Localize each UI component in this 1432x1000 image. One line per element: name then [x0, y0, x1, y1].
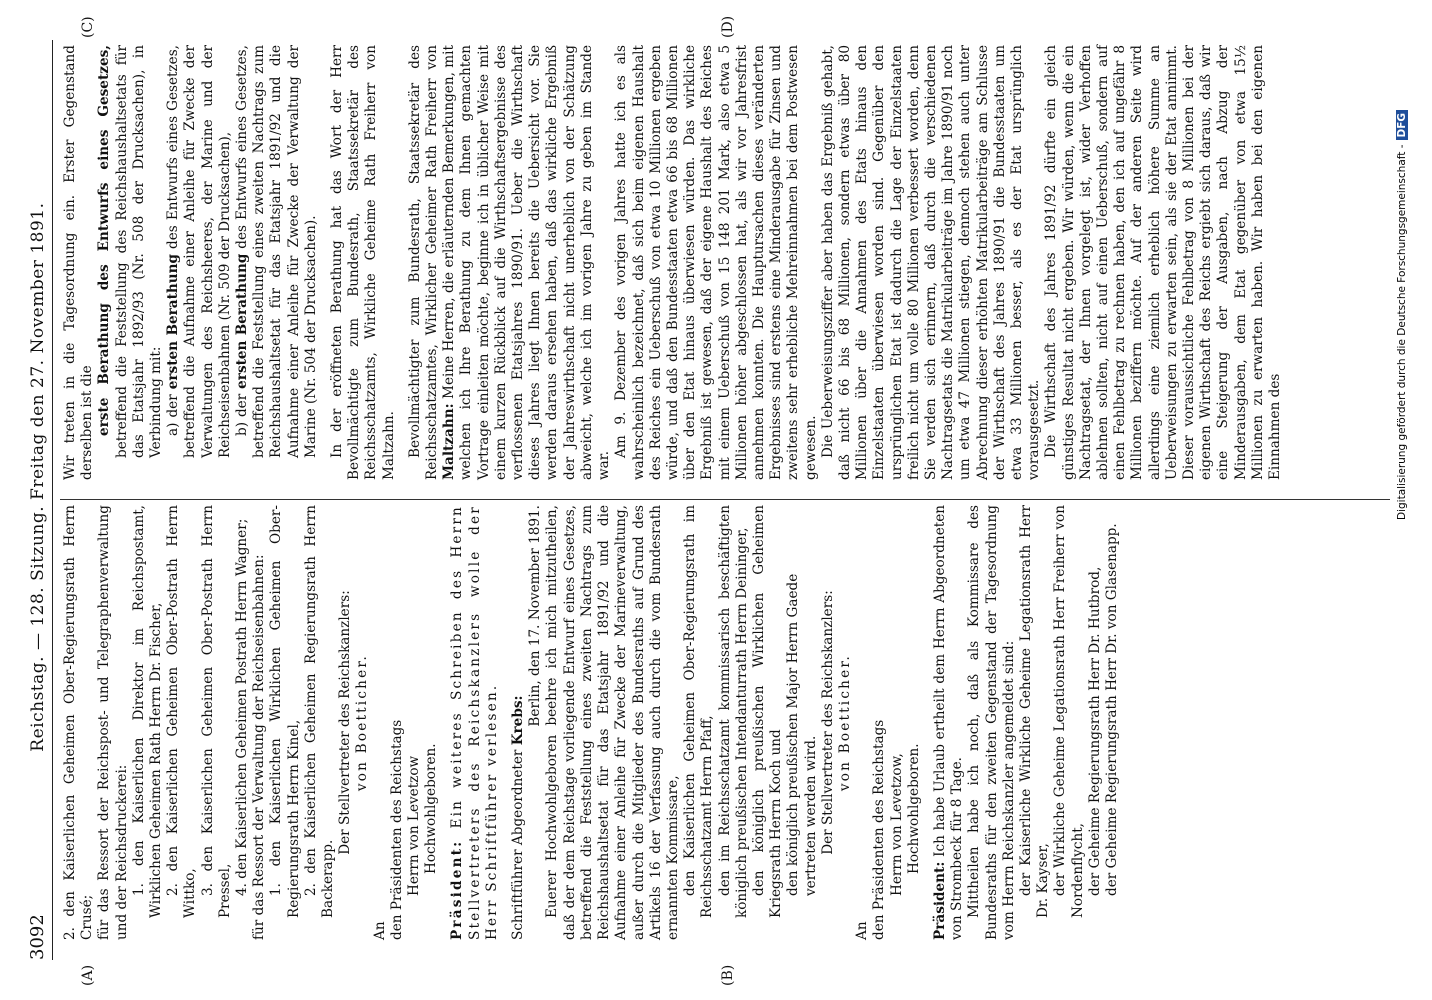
left-paragraph: Euerer Hochwohlgeboren beehre ich mich mitzutheilen, daß der dem Reichstage vorliegende Entwurf eines Gesetzes, betreffend die Feststellung eines zweiten Nachtrags zum Reichshaushaltsetat für das Etatsjahr 1891/92 und die Aufnahme einer Anleihe für Zwecke der Marineverwaltung, außer durch die Mitglieder des Bundesraths auf Grund des Artikels 16 der Verfassung auch durch die vom Bundesrath ernannten Kommissare,	[544, 505, 681, 940]
left-paragraph: Herrn von Levetzow,	[888, 753, 905, 896]
left-paragraph: von Boetticher.	[354, 653, 371, 792]
left-paragraph	[501, 505, 510, 940]
left-paragraph: Berlin, den 17. November 1891.	[527, 505, 544, 727]
left-paragraph: 2. den Kaiserlichen Geheimen Ober-Regierungsrath Herrn Crusé;	[62, 505, 96, 940]
margin-marker-d: (D)	[720, 15, 736, 38]
bold-lead-in: erste Berathung des Entwurfs eines Gesetzes,	[96, 45, 113, 436]
left-paragraph: Schriftführer Abgeordneter Krebs:	[510, 695, 527, 940]
margin-marker-c: (C)	[80, 16, 96, 38]
left-paragraph: 2. den Kaiserlichen Geheimen Ober-Postrath Herrn Wittko,	[165, 505, 199, 918]
left-paragraph: Hochwohlgeboren.	[905, 743, 922, 874]
column-divider	[60, 499, 1390, 500]
left-paragraph: Mittheilen habe ich noch, daß als Kommissare des Bundesraths für den zweiten Gegenstand der Tagesordnung vom Herrn Reichskanzler angemeldet sind:	[966, 505, 1017, 940]
page-number: 3092	[27, 914, 48, 960]
left-paragraph: für das Ressort der Verwaltung der Reichseisenbahnen:	[251, 554, 268, 940]
credit-text: Digitalisierung gefördert durch die Deutsche Forschungsgemeinschaft -	[1396, 144, 1408, 520]
margin-marker-b: (B)	[720, 964, 736, 986]
left-paragraph: Präsident: Ich habe Urlaub ertheilt dem Herrn Abgeordneten von Strombeck für 8 Tage.	[931, 505, 966, 940]
left-paragraph: der Kaiserliche Wirkliche Geheime Legationsrath Herr Dr. Kayser,	[1017, 505, 1052, 918]
bold-lead-in: Präsident:	[931, 861, 948, 940]
left-paragraph: vertreten werden wird.	[802, 735, 819, 896]
left-paragraph	[923, 505, 932, 940]
left-paragraph: der Geheime Regierungsrath Herr Dr. von Glasenapp.	[1103, 523, 1120, 896]
left-column	[62, 505, 1121, 940]
left-paragraph: 1. den Kaiserlichen Wirklichen Geheimen Ober-Regierungsrath Herrn Kinel,	[268, 505, 302, 918]
left-paragraph: 1. den Kaiserlichen Direktor im Reichspostamt, Wirklichen Geheimen Rath Herrn Dr. Fischer,	[130, 505, 165, 918]
left-paragraph: Der Stellvertreter des Reichskanzlers:	[819, 590, 836, 855]
right-paragraph: Bevollmächtigter zum Bundesrath, Staatssekretär des Reichsschatzamtes, Wirklicher Geheimer Rath Freiherr von Maltzahn: Meine Herren, die erläuternden Bemerkungen, mit welchen ich Ihre Berathung zu dem Ihnen gemachten Vortrage einleiten möchte, beginne ich in üblicher Weise mit einem kurzen Rückblick auf die Wirthschaftsergebnisse des verflossenen Etatsjahres 1890/91. Ueber die Wirthschaft dieses Jahres liegt Ihnen bereits die Uebersicht vor. Sie werden daraus ersehen haben, daß das wirkliche Ergebniß der Jahreswirthschaft nicht unerheblich von der Schätzung abweicht, welche ich im vorigen Jahre zu geben im Stande war.	[406, 45, 613, 480]
left-paragraph: den königlich preußischen Wirklichen Geheimen Kriegsrath Herrn Koch und	[750, 505, 785, 918]
left-paragraph: der Wirkliche Geheime Legationsrath Herr Freiherr von Nordenflycht,	[1052, 505, 1086, 918]
left-paragraph: der Geheime Regierungsrath Herr Dr. Hutbrod,	[1086, 566, 1103, 896]
left-paragraph: Hochwohlgeboren.	[423, 743, 440, 874]
left-paragraph: von Boetticher.	[836, 653, 853, 792]
bold-lead-in: ersten Berathung	[234, 253, 251, 389]
bold-lead-in: Maltzahn:	[441, 403, 458, 480]
dfg-logo: DFG	[1396, 110, 1408, 141]
right-paragraph: a) der ersten Berathung des Entwurfs eines Gesetzes, betreffend die Aufnahme einer Anleihe für Zwecke der Verwaltungen des Reichsheeres, der Marine und der Reichseisenbahnen (Nr. 509 der Drucksachen),	[165, 45, 233, 458]
left-paragraph: Herrn von Levetzow	[406, 755, 423, 896]
right-paragraph: Die Wirthschaft des Jahres 1891/92 dürfte ein gleich günstiges Resultat nicht ergeben. Wir würden, wenn die ein Nachtragsetat, der Ihnen vorgelegt ist, wider Verhoffen ablehnen sollten, nicht auf einen Ueberschuß, sondern auf einen Fehlbetrag zu rechnen haben, den ich auf ungefähr 8 Millionen beziffern möchte. Auf der anderen Seite wird allerdings eine ziemlich erheblich höhere Summe an Ueberweisungen zu erwarten sein, als sie der Etat annimmt. Dieser voraussichtliche Fehlbetrag von 8 Millionen bei der eigenen Wirthschaft des Reichs ergiebt sich daraus, daß wir eine Steigerung der Ausgaben, nach Abzug der Minderausgaben, dem Etat gegenüber von etwa 15½ Millionen zu erwarten haben. Wir haben bei den eigenen Einnahmen des	[1043, 45, 1284, 480]
bold-lead-in: Präsident:	[449, 839, 466, 940]
right-paragraph: b) der ersten Berathung des Entwurfs eines Gesetzes, betreffend die Feststellung eines zweiten Nachtrags zum Reichshaushaltsetat für das Etatsjahr 1891/92 und die Aufnahme einer Anleihe für Zwecke der Verwaltung der Marine (Nr. 504 der Drucksachen).	[234, 45, 319, 458]
left-paragraph: 2. den Kaiserlichen Geheimen Regierungsrath Herrn Backerapp.	[302, 505, 337, 918]
left-paragraph: An	[371, 921, 388, 940]
right-paragraph: erste Berathung des Entwurfs eines Gesetzes, betreffend die Feststellung des Reichshaushaltsetats für das Etatsjahr 1892/93 (Nr. 508 der Drucksachen), in Verbindung mit:	[96, 45, 165, 458]
right-paragraph: Am 9. Dezember des vorigen Jahres hatte ich es als wahrscheinlich bezeichnet, daß sich beim eigenen Haushalt des Reiches ein Ueberschuß von etwa 10 Millionen ergeben würde, und daß den Bundesstaaten etwa 66 bis 68 Millionen über den Etat hinaus überwiesen würden. Das wirkliche Ergebniß ist gewesen, daß der eigene Haushalt des Reiches mit einem Ueberschuß von 15 148 201 Mark, also etwa 5 Millionen höher abgeschlossen hat, als wir vor Jahresfrist annehmen konnten. Die Hauptursachen dieses veränderten Ergebnisses sind erstens eine Minderausgabe für Zinsen und zweitens sehr erhebliche Mehreinnahmen bei dem Postwesen gewesen.	[613, 45, 819, 480]
right-paragraph: Wir treten in die Tagesordnung ein. Erster Gegenstand derselben ist die	[62, 45, 96, 480]
right-paragraph	[320, 45, 329, 480]
left-paragraph: 4. den Kaiserlichen Geheimen Postrath Herrn Wagner;	[234, 518, 251, 896]
right-paragraph	[398, 45, 407, 480]
left-paragraph: 3. den Kaiserlichen Geheimen Ober-Postrath Herrn Pressel,	[199, 505, 233, 918]
left-paragraph: den königlich preußischen Major Herrn Gaede	[785, 573, 802, 896]
left-paragraph: den Kaiserlichen Geheimen Ober-Regierungsrath im Reichsschatzamt Herrn Pfaff,	[682, 505, 716, 918]
left-paragraph: für das Ressort der Reichspost- und Telegraphenverwaltung und der Reichsdruckerei:	[96, 505, 130, 940]
left-paragraph: den im Reichsschatzamt kommissarisch beschäftigten königlich preußischen Intendanturrath Herrn Deininger,	[716, 505, 750, 918]
bold-lead-in: Krebs:	[510, 695, 527, 746]
left-paragraph: den Präsidenten des Reichstags	[871, 719, 888, 940]
left-paragraph: Präsident: Ein weiteres Schreiben des Herrn Stellvertreters des Reichskanzlers wolle der Herr Schriftführer verlesen.	[449, 505, 500, 940]
page-title: Reichstag. — 128. Sitzung. Freitag den 27. November 1891.	[28, 202, 48, 752]
left-paragraph: An	[854, 921, 871, 940]
left-paragraph	[440, 505, 449, 940]
right-paragraph: In der eröffneten Berathung hat das Wort der Herr Bevollmächtigte zum Bundesrath, Staatssekretär des Reichsschatzamts, Wirkliche Geheime Rath Freiherr von Maltzahn.	[329, 45, 397, 480]
left-paragraph: den Präsidenten des Reichstags	[388, 719, 405, 940]
right-column	[62, 45, 1284, 480]
bold-lead-in: ersten Berathung	[165, 253, 182, 390]
left-paragraph: Der Stellvertreter des Reichskanzlers:	[337, 590, 354, 855]
margin-marker-a: (A)	[80, 964, 96, 986]
right-paragraph: Die Ueberweisungsziffer aber haben das Ergebniß gehabt, daß nicht 66 bis 68 Millionen, sondern etwas über 80 Millionen über die Annahmen des Etats hinaus den Einzelstaaten überwiesen worden sind. Gegenüber den ursprünglichen Etat ist dadurch die Lage der Einzelstaaten freilich nicht um volle 80 Millionen verbessert worden, denn Sie verden sich erinnern, daß durch die verschiedenen Nachtragsetats die Matrikularbeiträge im Jahre 1890/91 noch um etwa 47 Millionen stiegen, dennoch stehen auch unter Abrechnung dieser erhöhten Matrikularbeiträge am Schlusse der Wirthschaft des Jahres 1890/91 die Bundesstaaten um etwa 33 Millionen besser, als es der Etat ursprünglich vorausgesetzt.	[819, 45, 1043, 480]
page-header	[14, 40, 53, 960]
digitization-credit	[1396, 0, 1408, 520]
